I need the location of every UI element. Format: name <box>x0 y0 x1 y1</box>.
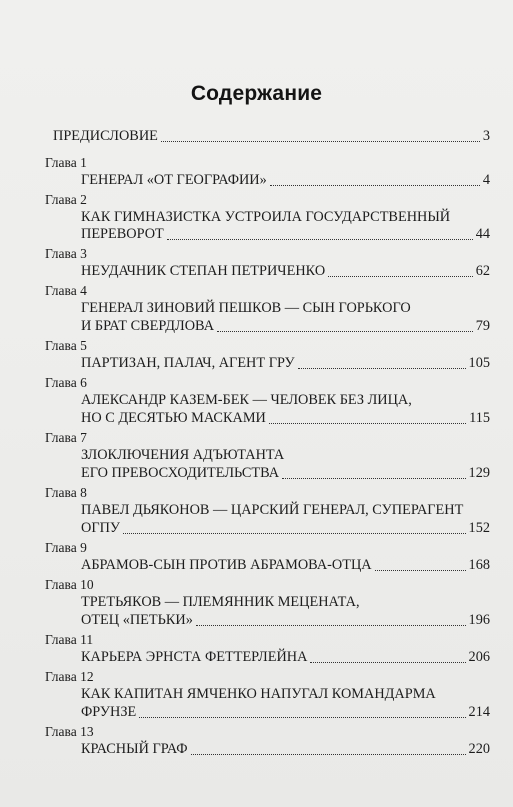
leader-dots <box>282 468 465 479</box>
chapter-label: Глава 8 <box>45 485 87 500</box>
toc-entry-chapter-8[interactable] <box>81 520 490 537</box>
leader-dots <box>167 229 473 240</box>
toc-entry-chapter-2[interactable] <box>81 226 490 243</box>
entry-title: КРАСНЫЙ ГРАФ <box>81 741 188 757</box>
page-number: 206 <box>468 649 490 665</box>
page-number: 105 <box>468 355 490 371</box>
entry-title: АБРАМОВ-СЫН ПРОТИВ АБРАМОВА-ОТЦА <box>81 557 372 573</box>
entry-title: ОГПУ <box>81 520 121 536</box>
leader-dots <box>196 615 466 626</box>
toc-entry-chapter-5[interactable] <box>81 355 490 372</box>
entry-title-line[interactable]: ПАВЕЛ ДЬЯКОНОВ — ЦАРСКИЙ ГЕНЕРАЛ, СУПЕРАГЕНТ <box>81 502 464 518</box>
entry-title: КАРЬЕРА ЭРНСТА ФЕТТЕРЛЕЙНА <box>81 649 308 665</box>
leader-dots <box>161 131 480 142</box>
page-number: 196 <box>468 612 490 628</box>
chapter-label: Глава 10 <box>45 577 94 592</box>
entry-title-line[interactable]: ЗЛОКЛЮЧЕНИЯ АДЪЮТАНТА <box>81 447 285 463</box>
toc-entry-chapter-10[interactable] <box>81 612 490 629</box>
page-number: 214 <box>468 704 490 720</box>
page-number: 79 <box>475 318 490 334</box>
leader-dots <box>328 266 473 277</box>
toc-entry-chapter-11[interactable] <box>81 649 490 666</box>
toc-entry-chapter-6[interactable] <box>81 410 490 427</box>
page-number: 168 <box>468 557 490 573</box>
chapter-label: Глава 6 <box>45 375 87 390</box>
entry-title-line[interactable]: КАК ГИМНАЗИСТКА УСТРОИЛА ГОСУДАРСТВЕННЫЙ <box>81 209 451 225</box>
chapter-label: Глава 3 <box>45 246 87 261</box>
page-number: 4 <box>482 172 490 188</box>
entry-title: И БРАТ СВЕРДЛОВА <box>81 318 215 334</box>
entry-title: ПАРТИЗАН, ПАЛАЧ, АГЕНТ ГРУ <box>81 355 295 371</box>
entry-title: ПЕРЕВОРОТ <box>81 226 164 242</box>
entry-title: ЕГО ПРЕВОСХОДИТЕЛЬСТВА <box>81 465 280 481</box>
leader-dots <box>269 413 466 424</box>
chapter-label: Глава 4 <box>45 283 87 298</box>
chapter-label: Глава 13 <box>45 724 94 739</box>
entry-title: ПРЕДИСЛОВИЕ <box>53 128 158 144</box>
leader-dots <box>191 744 466 755</box>
leader-dots <box>123 523 466 534</box>
leader-dots <box>270 175 480 186</box>
chapter-label: Глава 11 <box>45 632 94 647</box>
page-number: 129 <box>468 465 490 481</box>
entry-title: НО С ДЕСЯТЬЮ МАСКАМИ <box>81 410 266 426</box>
entry-title-line[interactable]: ТРЕТЬЯКОВ — ПЛЕМЯННИК МЕЦЕНАТА, <box>81 594 360 610</box>
chapter-label: Глава 7 <box>45 430 87 445</box>
leader-dots <box>217 321 473 332</box>
chapter-label: Глава 1 <box>45 155 87 170</box>
toc-entry-chapter-4[interactable] <box>81 318 490 335</box>
leader-dots <box>139 707 465 718</box>
toc-entry-chapter-7[interactable] <box>81 465 490 482</box>
chapter-label: Глава 5 <box>45 338 87 353</box>
page-number: 152 <box>468 520 490 536</box>
entry-title: НЕУДАЧНИК СТЕПАН ПЕТРИЧЕНКО <box>81 263 326 279</box>
toc-entry-chapter-3[interactable] <box>81 263 490 280</box>
chapter-label: Глава 2 <box>45 192 87 207</box>
toc-entry-chapter-12[interactable] <box>81 704 490 721</box>
page-number: 220 <box>468 741 490 757</box>
page-number: 3 <box>482 128 490 144</box>
entry-title: ГЕНЕРАЛ «ОТ ГЕОГРАФИИ» <box>81 172 267 188</box>
toc-entry-preface[interactable] <box>53 128 490 145</box>
chapter-label: Глава 12 <box>45 669 94 684</box>
leader-dots <box>375 560 466 571</box>
entry-title: ФРУНЗЕ <box>81 704 137 720</box>
page-title: Содержание <box>190 82 323 105</box>
entry-title-line[interactable]: ГЕНЕРАЛ ЗИНОВИЙ ПЕШКОВ — СЫН ГОРЬКОГО <box>81 300 411 316</box>
leader-dots <box>298 358 466 369</box>
page-number: 44 <box>475 226 490 242</box>
chapter-label: Глава 9 <box>45 540 87 555</box>
toc-entry-chapter-13[interactable] <box>81 741 490 758</box>
leader-dots <box>310 652 465 663</box>
toc-entry-chapter-9[interactable] <box>81 557 490 574</box>
toc-entry-chapter-1[interactable] <box>81 172 490 189</box>
page-number: 62 <box>475 263 490 279</box>
page-number: 115 <box>469 410 490 426</box>
entry-title: ОТЕЦ «ПЕТЬКИ» <box>81 612 193 628</box>
entry-title-line[interactable]: АЛЕКСАНДР КАЗЕМ-БЕК — ЧЕЛОВЕК БЕЗ ЛИЦА, <box>81 392 412 408</box>
entry-title-line[interactable]: КАК КАПИТАН ЯМЧЕНКО НАПУГАЛ КОМАНДАРМА <box>81 686 436 702</box>
